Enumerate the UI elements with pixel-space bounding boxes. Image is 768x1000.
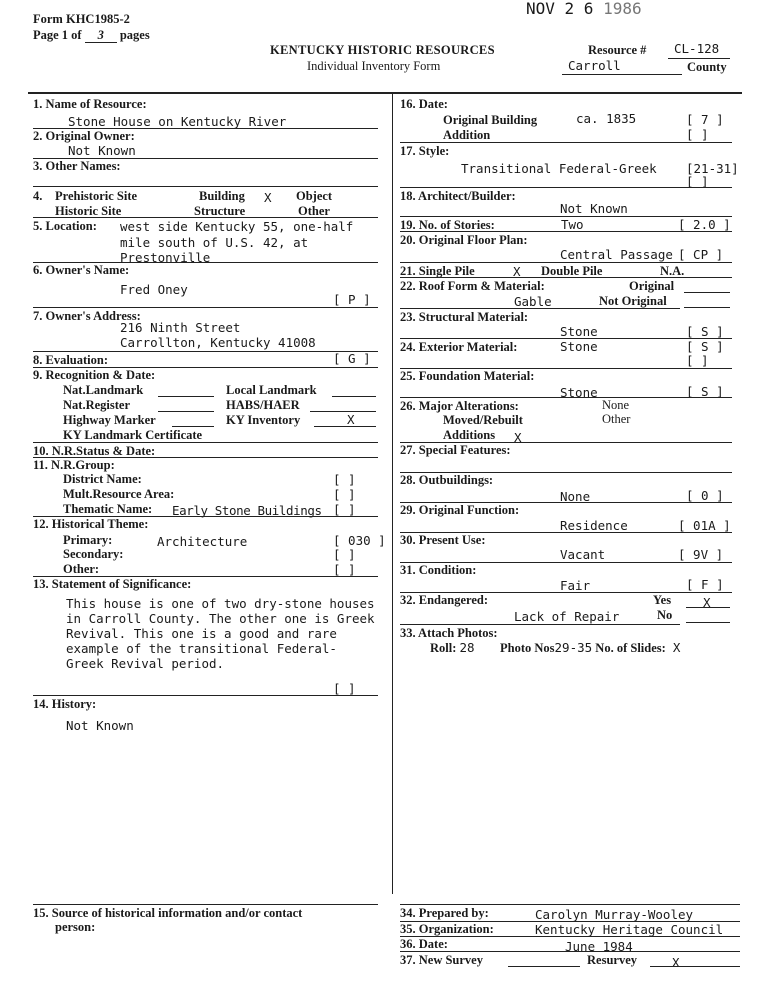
field-18-label: 18. Architect/Builder: bbox=[400, 189, 516, 203]
field-37-label: 37. New Survey bbox=[400, 953, 483, 967]
endangered-yes-mark: X bbox=[703, 595, 711, 610]
field-15-label-2: person: bbox=[55, 920, 96, 934]
field-7-label: 7. Owner's Address: bbox=[33, 309, 141, 323]
field-28-label: 28. Outbuildings: bbox=[400, 473, 494, 487]
floor-plan-code: [ CP ] bbox=[678, 247, 724, 262]
field-22-label: 22. Roof Form & Material: bbox=[400, 279, 545, 293]
outbuildings-code: [ 0 ] bbox=[686, 488, 724, 503]
field-13-label: 13. Statement of Significance: bbox=[33, 577, 192, 591]
photo-roll bbox=[430, 641, 475, 655]
field-9-label: 9. Recognition & Date: bbox=[33, 368, 156, 382]
field-14-label: 14. History: bbox=[33, 697, 97, 711]
mult-resource: Mult.Resource Area: bbox=[63, 487, 175, 501]
field-17-label: 17. Style: bbox=[400, 144, 450, 158]
additions-mark: X bbox=[514, 430, 522, 445]
photo-numbers bbox=[500, 641, 680, 655]
original-owner: Not Known bbox=[68, 143, 136, 158]
mult-resource-code: [ ] bbox=[333, 487, 356, 502]
roof-original: Original bbox=[629, 279, 675, 293]
ky-inventory: KY Inventory bbox=[226, 413, 301, 427]
history-value: Not Known bbox=[66, 718, 134, 733]
county-label: County bbox=[687, 60, 727, 74]
form-subtitle: Individual Inventory Form bbox=[307, 59, 441, 73]
structural-value: Stone bbox=[560, 324, 598, 339]
field-32-label: 32. Endangered: bbox=[400, 593, 488, 607]
evaluation-code: [ G ] bbox=[333, 351, 371, 366]
owner-address-2: Carrollton, Kentucky 41008 bbox=[120, 335, 316, 350]
historic-site: Historic Site bbox=[55, 204, 122, 218]
field-15-label: 15. Source of historical information and/or contact bbox=[33, 906, 303, 920]
field-31-label: 31. Condition: bbox=[400, 563, 477, 577]
stories-value: Two bbox=[561, 217, 584, 232]
other-theme-code: [ ] bbox=[333, 562, 356, 577]
exterior-code: [ S ] bbox=[686, 339, 724, 354]
field-12-label: 12. Historical Theme: bbox=[33, 517, 149, 531]
prepared-by: Carolyn Murray-Wooley bbox=[535, 907, 694, 922]
location-line-1: west side Kentucky 55, one-half bbox=[120, 219, 354, 234]
field-36-label: 36. Date: bbox=[400, 937, 448, 951]
floor-plan-value: Central Passage bbox=[560, 247, 673, 262]
alterations-none: None bbox=[602, 398, 630, 412]
roll-value: 28 bbox=[459, 640, 475, 655]
building-mark: X bbox=[264, 190, 272, 205]
field-26-label: 26. Major Alterations: bbox=[400, 399, 519, 413]
nat-register: Nat.Register bbox=[63, 398, 130, 412]
pile-na: N.A. bbox=[660, 264, 685, 278]
double-pile: Double Pile bbox=[541, 264, 603, 278]
building-option: Building bbox=[199, 189, 245, 203]
slides-label: No. of Slides: bbox=[595, 641, 666, 655]
ky-inventory-mark: X bbox=[347, 412, 355, 427]
page-count bbox=[33, 28, 150, 43]
alterations-other: Other bbox=[602, 412, 631, 426]
field-10-label: 10. N.R.Status & Date: bbox=[33, 444, 156, 458]
roof-value: Gable bbox=[514, 294, 552, 309]
owner-address-1: 216 Ninth Street bbox=[120, 320, 241, 335]
resource-label: Resource # bbox=[588, 43, 647, 57]
district-code: [ ] bbox=[333, 472, 356, 487]
field-24-label: 24. Exterior Material: bbox=[400, 340, 518, 354]
roof-not-original: Not Original bbox=[599, 294, 667, 308]
field-33-label: 33. Attach Photos: bbox=[400, 626, 498, 640]
other-theme-label: Other: bbox=[63, 562, 100, 576]
nat-landmark: Nat.Landmark bbox=[63, 383, 144, 397]
structural-code: [ S ] bbox=[686, 324, 724, 339]
significance-line-5: Greek Revival period. bbox=[66, 656, 225, 671]
foundation-code: [ S ] bbox=[686, 384, 724, 399]
page-total: 3 bbox=[85, 28, 117, 43]
primary-theme-code: [ 030 ] bbox=[333, 533, 386, 548]
resurvey-label: Resurvey bbox=[587, 953, 637, 967]
original-function-code: [ 01A ] bbox=[678, 518, 731, 533]
exterior-value: Stone bbox=[560, 339, 598, 354]
condition-code: [ F ] bbox=[686, 577, 724, 592]
stamp-date: NOV 2 6 bbox=[526, 0, 594, 18]
resource-number: CL-128 bbox=[674, 41, 720, 56]
field-27-label: 27. Special Features: bbox=[400, 443, 511, 457]
structure-option: Structure bbox=[194, 204, 246, 218]
addition-code: [ ] bbox=[686, 127, 709, 142]
organization: Kentucky Heritage Council bbox=[535, 922, 724, 937]
resurvey-mark: X bbox=[672, 955, 680, 970]
style-code-2: [ ] bbox=[686, 174, 709, 189]
moved-rebuilt: Moved/Rebuilt bbox=[443, 413, 523, 427]
thematic-name: Early Stone Buildings bbox=[172, 503, 322, 518]
field-29-label: 29. Original Function: bbox=[400, 503, 520, 517]
present-use-code: [ 9V ] bbox=[678, 547, 724, 562]
field-16-label: 16. Date: bbox=[400, 97, 448, 111]
field-23-label: 23. Structural Material: bbox=[400, 310, 529, 324]
object-option: Object bbox=[296, 189, 333, 203]
slides-value: X bbox=[672, 640, 681, 655]
owner-code: [ P ] bbox=[333, 292, 371, 307]
field-2-label: 2. Original Owner: bbox=[33, 129, 135, 143]
original-building-label: Original Building bbox=[443, 113, 538, 127]
district-name: District Name: bbox=[63, 472, 142, 486]
single-pile-mark: X bbox=[513, 264, 521, 279]
significance-line-3: Revival. This one is a good and rare bbox=[66, 626, 337, 641]
additions-label: Additions bbox=[443, 428, 496, 442]
page-prefix: Page 1 of bbox=[33, 28, 82, 42]
field-34-label: 34. Prepared by: bbox=[400, 906, 489, 920]
field-8-label: 8. Evaluation: bbox=[33, 353, 109, 367]
prepared-date: June 1984 bbox=[565, 939, 633, 954]
architect-value: Not Known bbox=[560, 201, 628, 216]
original-building-date: ca. 1835 bbox=[576, 111, 637, 126]
location-line-2: mile south of U.S. 42, at bbox=[120, 235, 309, 250]
field-35-label: 35. Organization: bbox=[400, 922, 494, 936]
location-line-3: Prestonville bbox=[120, 250, 211, 265]
significance-line-1: This house is one of two dry-stone houses bbox=[66, 596, 375, 611]
foundation-value: Stone bbox=[560, 385, 598, 400]
field-21-label: 21. Single Pile bbox=[400, 264, 475, 278]
other-option: Other bbox=[298, 204, 330, 218]
secondary-theme-code: [ ] bbox=[333, 547, 356, 562]
stories-code: [ 2.0 ] bbox=[678, 217, 731, 232]
thematic-name-label: Thematic Name: bbox=[63, 502, 153, 516]
resource-name: Stone House on Kentucky River bbox=[68, 114, 287, 129]
field-4-num: 4. bbox=[33, 189, 43, 203]
photo-nos-label: Photo Nos bbox=[500, 641, 555, 655]
outbuildings-value: None bbox=[560, 489, 591, 504]
field-1-label: 1. Name of Resource: bbox=[33, 97, 147, 111]
present-use-value: Vacant bbox=[560, 547, 606, 562]
exterior-code-2: [ ] bbox=[686, 353, 709, 368]
endangered-reason: Lack of Repair bbox=[514, 609, 620, 624]
form-id: Form KHC1985-2 bbox=[33, 12, 130, 26]
county-value: Carroll bbox=[568, 58, 621, 73]
thematic-code: [ ] bbox=[333, 502, 356, 517]
original-function-value: Residence bbox=[560, 518, 628, 533]
page-suffix: pages bbox=[119, 28, 150, 42]
field-20-label: 20. Original Floor Plan: bbox=[400, 233, 528, 247]
secondary-theme-label: Secondary: bbox=[63, 547, 124, 561]
field-5-label: 5. Location: bbox=[33, 219, 97, 233]
primary-theme: Architecture bbox=[157, 534, 248, 549]
owner-name: Fred Oney bbox=[120, 282, 188, 297]
field-25-label: 25. Foundation Material: bbox=[400, 369, 535, 383]
field-11-label: 11. N.R.Group: bbox=[33, 458, 115, 472]
field-30-label: 30. Present Use: bbox=[400, 533, 486, 547]
style-code: [21-31] bbox=[686, 161, 739, 176]
endangered-yes: Yes bbox=[653, 593, 672, 607]
received-stamp bbox=[526, 0, 642, 18]
addition-label: Addition bbox=[443, 128, 491, 142]
significance-code: [ ] bbox=[333, 681, 356, 696]
significance-line-2: in Carroll County. The other one is Greek bbox=[66, 611, 375, 626]
style-value: Transitional Federal-Greek bbox=[461, 161, 657, 176]
stamp-year: 1986 bbox=[603, 0, 642, 18]
highway-marker: Highway Marker bbox=[63, 413, 156, 427]
endangered-no: No bbox=[657, 608, 673, 622]
local-landmark: Local Landmark bbox=[226, 383, 317, 397]
original-building-code: [ 7 ] bbox=[686, 112, 724, 127]
significance-line-4: example of the transitional Federal- bbox=[66, 641, 337, 656]
photo-nos-value: 29-35 bbox=[554, 640, 593, 655]
roll-label: Roll: bbox=[430, 641, 457, 655]
field-3-label: 3. Other Names: bbox=[33, 159, 121, 173]
field-19-label: 19. No. of Stories: bbox=[400, 218, 495, 232]
ky-landmark-cert: KY Landmark Certificate bbox=[63, 428, 203, 442]
field-6-label: 6. Owner's Name: bbox=[33, 263, 130, 277]
form-title: KENTUCKY HISTORIC RESOURCES bbox=[270, 43, 495, 57]
primary-theme-label: Primary: bbox=[63, 533, 113, 547]
condition-value: Fair bbox=[560, 578, 591, 593]
habs-haer: HABS/HAER bbox=[226, 398, 300, 412]
prehistoric-site: Prehistoric Site bbox=[55, 189, 138, 203]
